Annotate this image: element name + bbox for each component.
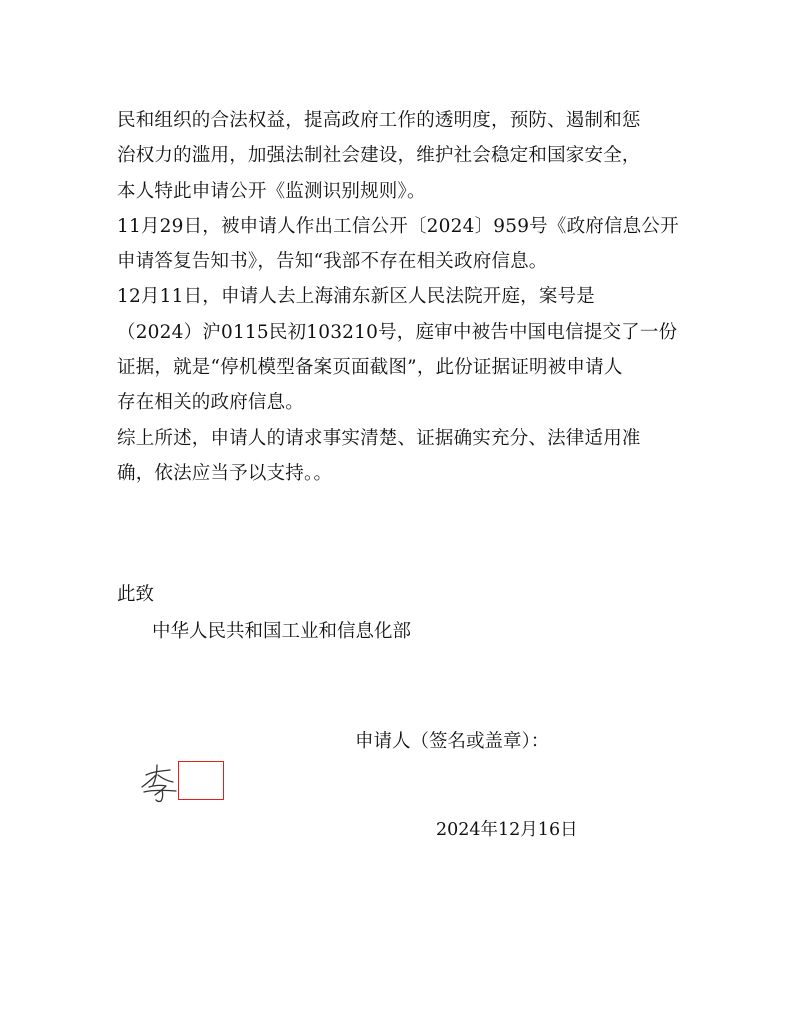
body-line: 申请答复告知书》，告知“我部不存在相关政府信息。 — [117, 251, 548, 273]
redaction-box — [178, 761, 224, 800]
body-paragraphs — [117, 103, 687, 491]
body-line: 存在相关的政府信息。 — [117, 392, 305, 414]
body-line: 治权力的滥用，加强法制社会建设，维护社会稳定和国家安全， — [117, 145, 641, 167]
body-line: （2024）沪0115民初103210号，庭审中被告中国电信提交了一份 — [117, 321, 678, 343]
body-line: 本人特此申请公开《监测识别规则》。 — [117, 180, 426, 202]
body-line: 12月11日，申请人去上海浦东新区人民法院开庭，案号是 — [117, 286, 595, 308]
addressee: 中华人民共和国工业和信息化部 — [152, 621, 412, 642]
applicant-signature-label: 申请人（签名或盖章）： — [355, 731, 550, 752]
handwritten-signature — [140, 763, 182, 803]
body-line: 综上所述，申请人的请求事实清楚、证据确实充分、法律适用准 — [117, 427, 641, 449]
body-line: 确，依法应当予以支持。。 — [117, 462, 333, 484]
document-date: 2024年12月16日 — [436, 820, 578, 840]
closing-salutation: 此致 — [117, 584, 155, 605]
body-line: 11月29日，被申请人作出工信公开〔2024〕959号《政府信息公开 — [117, 215, 679, 237]
body-line: 证据，就是“停机模型备案页面截图”，此份证据证明被申请人 — [117, 357, 623, 379]
body-line: 民和组织的合法权益，提高政府工作的透明度，预防、遏制和惩 — [117, 110, 641, 131]
